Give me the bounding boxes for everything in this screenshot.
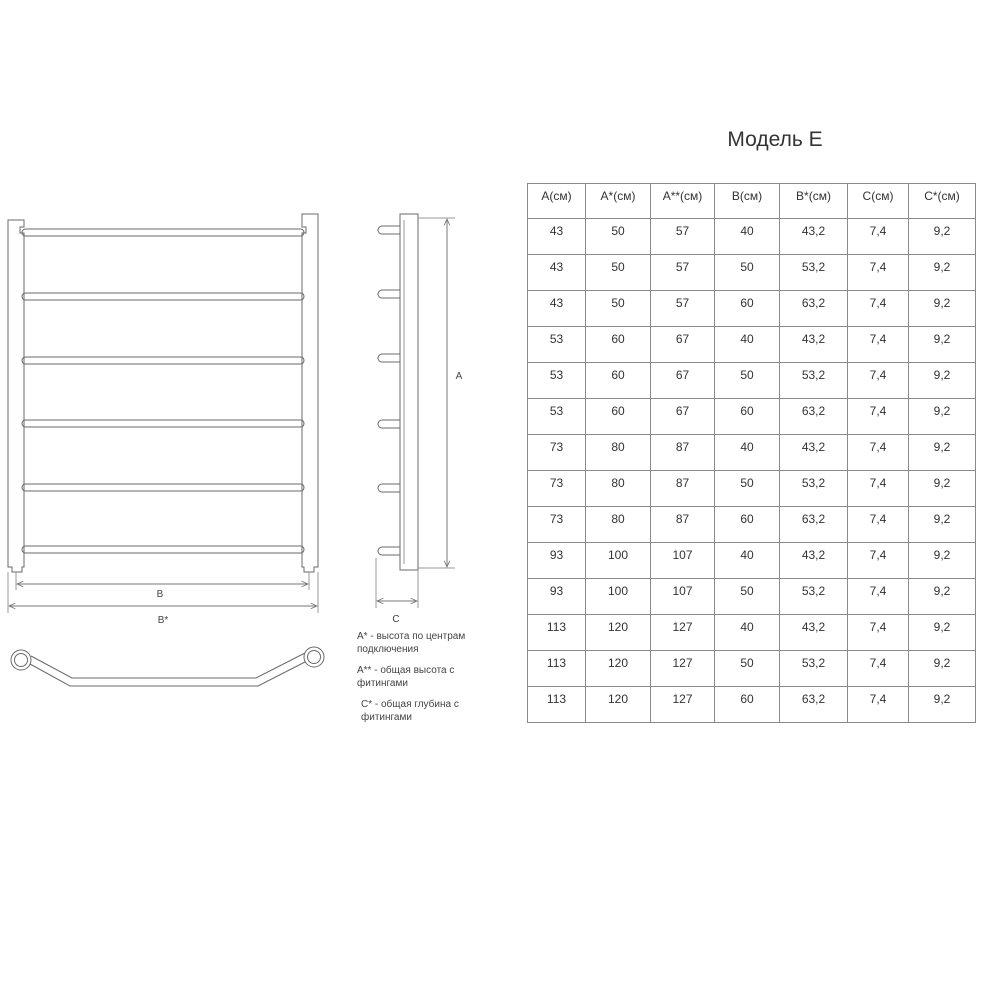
column-header: A**(см) xyxy=(651,184,715,219)
dim-label-a: A xyxy=(455,371,463,382)
table-cell: 57 xyxy=(651,219,715,255)
table-cell: 53,2 xyxy=(780,651,848,687)
table-cell: 9,2 xyxy=(909,363,976,399)
note-a-double-star: A** - общая высота с фитингами xyxy=(357,665,455,689)
dimensions-table xyxy=(527,183,976,723)
table-cell: 107 xyxy=(651,579,715,615)
table-cell: 113 xyxy=(528,651,586,687)
column-header: B(см) xyxy=(715,184,780,219)
table-cell: 63,2 xyxy=(780,507,848,543)
bar-5 xyxy=(22,484,304,491)
table-row xyxy=(528,615,976,651)
table-cell: 60 xyxy=(715,507,780,543)
table-cell: 7,4 xyxy=(848,435,909,471)
table-cell: 50 xyxy=(715,579,780,615)
table-cell: 7,4 xyxy=(848,255,909,291)
bar-1 xyxy=(22,229,304,236)
table-cell: 67 xyxy=(651,399,715,435)
table-cell: 9,2 xyxy=(909,507,976,543)
table-cell: 80 xyxy=(586,507,651,543)
table-cell: 40 xyxy=(715,543,780,579)
table-row xyxy=(528,291,976,327)
table-cell: 9,2 xyxy=(909,219,976,255)
table-cell: 80 xyxy=(586,435,651,471)
table-cell: 9,2 xyxy=(909,399,976,435)
table-cell: 40 xyxy=(715,435,780,471)
table-cell: 63,2 xyxy=(780,291,848,327)
table-cell: 7,4 xyxy=(848,507,909,543)
table-cell: 43,2 xyxy=(780,615,848,651)
table-row xyxy=(528,687,976,723)
table-cell: 57 xyxy=(651,255,715,291)
table-cell: 60 xyxy=(715,291,780,327)
table-body xyxy=(528,219,976,723)
side-rail-3 xyxy=(378,354,400,362)
table-cell: 57 xyxy=(651,291,715,327)
dim-label-c: C xyxy=(392,614,400,625)
table-cell: 67 xyxy=(651,327,715,363)
column-header: A*(см) xyxy=(586,184,651,219)
table-cell: 87 xyxy=(651,507,715,543)
side-view-drawing xyxy=(376,214,455,608)
column-header: B*(см) xyxy=(780,184,848,219)
table-cell: 53,2 xyxy=(780,579,848,615)
table-cell: 40 xyxy=(715,327,780,363)
table-cell: 50 xyxy=(715,255,780,291)
table-cell: 87 xyxy=(651,435,715,471)
table-cell: 87 xyxy=(651,471,715,507)
table-cell: 7,4 xyxy=(848,219,909,255)
table-cell: 73 xyxy=(528,435,586,471)
table-cell: 43 xyxy=(528,291,586,327)
table-row xyxy=(528,651,976,687)
table-cell: 40 xyxy=(715,219,780,255)
model-title: Модель Е xyxy=(727,128,823,151)
table-cell: 53 xyxy=(528,399,586,435)
table-cell: 113 xyxy=(528,687,586,723)
table-cell: 43,2 xyxy=(780,327,848,363)
table-cell: 43,2 xyxy=(780,543,848,579)
column-header: A(см) xyxy=(528,184,586,219)
table-cell: 60 xyxy=(715,687,780,723)
bar-2 xyxy=(22,293,304,300)
table-row xyxy=(528,327,976,363)
table-header-row xyxy=(528,184,976,219)
table-cell: 43 xyxy=(528,255,586,291)
table-cell: 63,2 xyxy=(780,687,848,723)
table-cell: 7,4 xyxy=(848,363,909,399)
table-cell: 73 xyxy=(528,507,586,543)
table-row xyxy=(528,579,976,615)
side-rail-6 xyxy=(378,547,400,555)
table-cell: 73 xyxy=(528,471,586,507)
table-row xyxy=(528,471,976,507)
table-cell: 120 xyxy=(586,651,651,687)
table-cell: 7,4 xyxy=(848,543,909,579)
table-cell: 60 xyxy=(715,399,780,435)
table-cell: 9,2 xyxy=(909,255,976,291)
table-cell: 7,4 xyxy=(848,579,909,615)
table-cell: 7,4 xyxy=(848,291,909,327)
table-cell: 127 xyxy=(651,615,715,651)
note-c-star: C* - общая глубина с фитингами xyxy=(361,699,459,723)
table-cell: 9,2 xyxy=(909,615,976,651)
table-cell: 43 xyxy=(528,219,586,255)
table-cell: 9,2 xyxy=(909,327,976,363)
side-rail-4 xyxy=(378,420,400,428)
table-cell: 60 xyxy=(586,327,651,363)
note-a-star: A* - высота по центрам подключения xyxy=(357,631,466,655)
right-upright xyxy=(302,214,318,572)
table-cell: 9,2 xyxy=(909,291,976,327)
table-cell: 9,2 xyxy=(909,435,976,471)
table-cell: 100 xyxy=(586,543,651,579)
side-rail-2 xyxy=(378,290,400,298)
table-cell: 9,2 xyxy=(909,579,976,615)
table-cell: 7,4 xyxy=(848,687,909,723)
column-header: C*(см) xyxy=(909,184,976,219)
table-cell: 7,4 xyxy=(848,651,909,687)
side-upright xyxy=(400,214,418,570)
table-row xyxy=(528,507,976,543)
table-row xyxy=(528,399,976,435)
table-cell: 93 xyxy=(528,579,586,615)
table-cell: 63,2 xyxy=(780,399,848,435)
table-cell: 67 xyxy=(651,363,715,399)
dim-label-b: B xyxy=(156,589,164,600)
table-cell: 7,4 xyxy=(848,327,909,363)
table-cell: 53,2 xyxy=(780,471,848,507)
table-cell: 50 xyxy=(715,471,780,507)
table-cell: 113 xyxy=(528,615,586,651)
table-row xyxy=(528,543,976,579)
bar-3 xyxy=(22,357,304,364)
side-rail-1 xyxy=(378,226,400,234)
table-cell: 60 xyxy=(586,399,651,435)
table-cell: 7,4 xyxy=(848,615,909,651)
side-rail-5 xyxy=(378,484,400,492)
table-cell: 9,2 xyxy=(909,543,976,579)
table-cell: 53,2 xyxy=(780,255,848,291)
table-cell: 7,4 xyxy=(848,399,909,435)
table-cell: 100 xyxy=(586,579,651,615)
table-cell: 120 xyxy=(586,615,651,651)
table-cell: 53 xyxy=(528,363,586,399)
left-upright xyxy=(8,220,24,572)
dim-label-b-star: B* xyxy=(157,615,169,626)
table-cell: 50 xyxy=(715,651,780,687)
table-row xyxy=(528,219,976,255)
table-cell: 120 xyxy=(586,687,651,723)
table-cell: 50 xyxy=(586,291,651,327)
table-cell: 43,2 xyxy=(780,435,848,471)
table-cell: 50 xyxy=(586,219,651,255)
table-cell: 93 xyxy=(528,543,586,579)
table-row xyxy=(528,435,976,471)
bar-4 xyxy=(22,420,304,427)
table-cell: 107 xyxy=(651,543,715,579)
table-cell: 60 xyxy=(586,363,651,399)
table-row xyxy=(528,255,976,291)
table-cell: 50 xyxy=(586,255,651,291)
table-cell: 40 xyxy=(715,615,780,651)
table-cell: 80 xyxy=(586,471,651,507)
table-cell: 9,2 xyxy=(909,687,976,723)
table-cell: 43,2 xyxy=(780,219,848,255)
table-cell: 53,2 xyxy=(780,363,848,399)
table-cell: 127 xyxy=(651,687,715,723)
dimension-notes xyxy=(357,630,507,732)
table-cell: 50 xyxy=(715,363,780,399)
bar-6 xyxy=(22,546,304,553)
column-header: C(см) xyxy=(848,184,909,219)
table-row xyxy=(528,363,976,399)
table-cell: 127 xyxy=(651,651,715,687)
table-cell: 7,4 xyxy=(848,471,909,507)
front-view-drawing xyxy=(8,214,318,613)
top-view-drawing xyxy=(11,647,324,686)
table-cell: 9,2 xyxy=(909,471,976,507)
table-cell: 53 xyxy=(528,327,586,363)
table-cell: 9,2 xyxy=(909,651,976,687)
